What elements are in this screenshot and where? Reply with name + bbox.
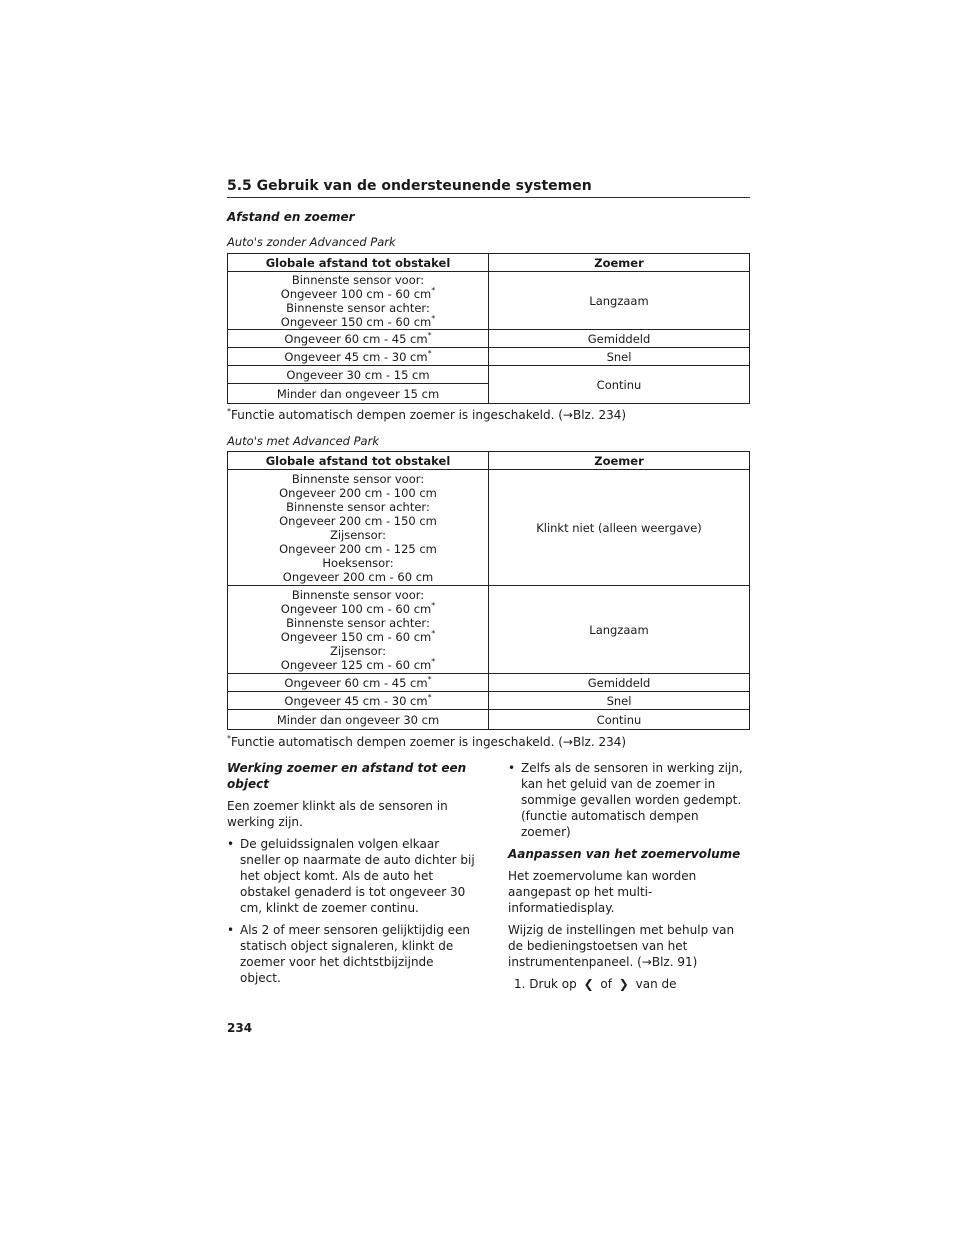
cell-line: Binnenste sensor voor: — [291, 272, 425, 287]
buzzer-cell: Langzaam — [489, 586, 750, 674]
distance-cell — [228, 710, 489, 730]
table-row — [228, 692, 750, 710]
cell-line: Binnenste sensor achter: — [286, 615, 430, 630]
list-item: • Zelfs als de sensoren in werking zijn, kan het geluid van de zoemer in sommige gevallen worden gedempt. (functie automatisch dempen zoemer) — [508, 760, 750, 840]
distance-cell — [228, 384, 489, 404]
buzzer-cell: Gemiddeld — [489, 674, 750, 692]
cell-line: Ongeveer 100 cm - 60 cm* — [280, 285, 436, 301]
table-row — [228, 366, 750, 384]
buzzer-cell: Klinkt niet (alleen weergave) — [489, 470, 750, 586]
buzzer-cell: Continu — [489, 366, 750, 404]
table-row — [228, 272, 750, 330]
bullet-list — [508, 760, 750, 840]
buzzer-cell: Gemiddeld — [489, 330, 750, 348]
cell-line: Binnenste sensor achter: — [286, 300, 430, 315]
distance-cell — [228, 272, 489, 330]
cell-line: Binnenste sensor voor: — [291, 587, 425, 602]
distance-cell — [228, 348, 489, 366]
table-without-advanced-park — [227, 253, 750, 404]
table-with-advanced-park — [227, 451, 750, 730]
buzzer-cell: Langzaam — [489, 272, 750, 330]
step-1 — [508, 976, 750, 992]
cell-line: Ongeveer 125 cm - 60 cm* — [280, 656, 436, 672]
footnote: *Functie automatisch dempen zoemer is ingeschakeld. (→Blz. 234) — [227, 407, 627, 422]
cell-line: Hoeksensor: — [322, 555, 394, 570]
table2-caption: Auto's met Advanced Park — [227, 434, 379, 448]
paragraph: Het zoemervolume kan worden aangepast op het multi-informatiedisplay. — [508, 869, 697, 915]
right-column — [508, 760, 750, 992]
distance-cell — [228, 366, 489, 384]
list-item: • De geluidssignalen volgen elkaar sneller op naarmate de auto dichter bij het object komt. Als de auto het obstakel genaderd is tot ongeveer 30 cm, klinkt de zoemer continu. — [227, 836, 475, 916]
cell-line: Ongeveer 100 cm - 60 cm* — [280, 600, 436, 616]
step-text: of — [600, 977, 612, 991]
distance-cell — [228, 586, 489, 674]
cell-line: Ongeveer 45 cm - 30 cm* — [284, 692, 432, 708]
table-row — [228, 330, 750, 348]
cell-line: Binnenste sensor achter: — [286, 499, 430, 514]
footnote: *Functie automatisch dempen zoemer is ingeschakeld. (→Blz. 234) — [227, 734, 627, 749]
buzzer-cell: Continu — [489, 710, 750, 730]
cell-line: Zijsensor: — [329, 527, 387, 542]
cell-line: Ongeveer 200 cm - 60 cm — [282, 569, 434, 584]
table-row — [228, 710, 750, 730]
page-number: 234 — [227, 1021, 253, 1035]
left-column — [227, 760, 475, 992]
buzzer-cell: Snel — [489, 348, 750, 366]
paragraph: Wijzig de instellingen met behulp van de bedieningstoetsen van het instrumentenpaneel. (→Blz. 91) — [508, 923, 735, 969]
table-row — [228, 348, 750, 366]
bullet-list — [227, 836, 475, 986]
table-row — [228, 470, 750, 586]
cell-line: Ongeveer 60 cm - 45 cm* — [284, 330, 432, 346]
cell-line: Ongeveer 150 cm - 60 cm* — [280, 628, 436, 644]
table-row — [228, 586, 750, 674]
table-header-buzzer: Zoemer — [489, 254, 750, 272]
table-header-distance: Globale afstand tot obstakel — [228, 452, 489, 470]
cell-line: Ongeveer 200 cm - 150 cm — [279, 513, 437, 528]
heading-buzzer-operation: Werking zoemer en afstand tot een object — [227, 761, 467, 791]
list-item: • Als 2 of meer sensoren gelijktijdig een statisch object signaleren, klinkt de zoemer voor het dichtstbijzijnde object. — [227, 922, 475, 986]
step-text: 1. Druk op — [514, 977, 577, 991]
cell-line: Binnenste sensor voor: — [291, 471, 425, 486]
cell-line: Minder dan ongeveer 15 cm — [276, 386, 440, 401]
cell-line: Zijsensor: — [329, 643, 387, 658]
table-row — [228, 674, 750, 692]
distance-cell — [228, 692, 489, 710]
cell-line: Ongeveer 60 cm - 45 cm* — [284, 674, 432, 690]
distance-cell — [228, 674, 489, 692]
chevron-right-icon: ❯ — [618, 977, 629, 991]
distance-cell — [228, 330, 489, 348]
cell-line: Ongeveer 150 cm - 60 cm* — [280, 313, 436, 329]
section-title: 5.5 Gebruik van de ondersteunende systemen — [227, 178, 750, 198]
table-header-buzzer: Zoemer — [489, 452, 750, 470]
cell-line: Ongeveer 200 cm - 125 cm — [279, 541, 437, 556]
intro-paragraph: Een zoemer klinkt als de sensoren in werking zijn. — [227, 799, 448, 829]
chevron-left-icon: ❮ — [583, 977, 594, 991]
buzzer-cell: Snel — [489, 692, 750, 710]
heading-distance-buzzer: Afstand en zoemer — [227, 210, 355, 224]
step-text: van de — [635, 977, 677, 991]
cell-line: Minder dan ongeveer 30 cm — [276, 712, 440, 727]
cell-line: Ongeveer 45 cm - 30 cm* — [284, 348, 432, 364]
distance-cell — [228, 470, 489, 586]
cell-line: Ongeveer 200 cm - 100 cm — [279, 485, 437, 500]
heading-adjust-volume: Aanpassen van het zoemervolume — [508, 847, 741, 861]
cell-line: Ongeveer 30 cm - 15 cm — [286, 367, 430, 382]
table1-caption: Auto's zonder Advanced Park — [227, 235, 396, 249]
table-header-distance: Globale afstand tot obstakel — [228, 254, 489, 272]
